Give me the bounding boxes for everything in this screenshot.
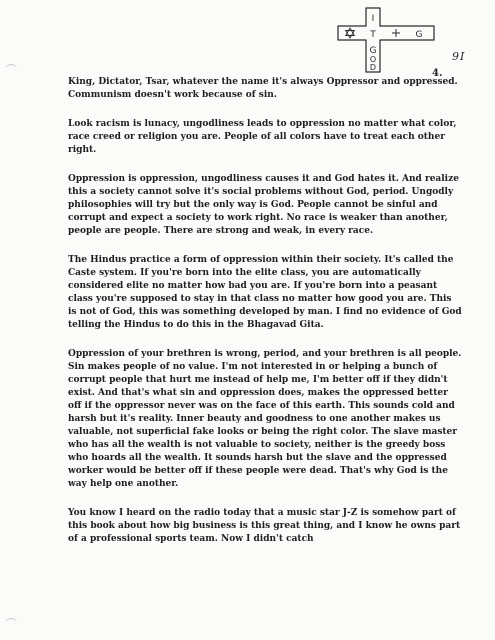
- handwritten-note: 9I: [452, 50, 466, 63]
- paragraph: Oppression of your brethren is wrong, period, and your brethren is all people. Sin makes people of no value. I'm not interested in or helping a bunch of corrupt people that hurt me instead of help me, I'm better off if they didn't exist. And that's what sin and oppression does, makes the oppressed better off if the oppressor never was on the face of this earth. This sounds cold and harsh but it's reality. Inner beauty and goodness to one another makes us valuable, not superficial fake looks or being the right color. The slave master who has all the wealth is not valuable to society, neither is the greedy boss who hoards all the wealth. It sounds harsh but the slave and the oppressed worker would be better off if these people were dead. That's why God is the way help one another.: [68, 349, 462, 489]
- paragraph: Look racism is lunacy, ungodliness leads to oppression no matter what color, race creed or religion you are. People of all colors have to treat each other right.: [68, 119, 457, 155]
- paragraph: Oppression is oppression, ungodliness causes it and God hates it. And realize this a society cannot solve it's social problems without God, period. Ungodly philosophies will try but the only way is God. People cannot be sinful and corrupt and expect a society to work right. No race is weaker than another, people are people. There are strong and weak, in every race.: [68, 174, 459, 236]
- binder-hole-mark: [5, 618, 17, 629]
- cross-letter: I: [371, 14, 375, 24]
- cross-letter: T: [370, 30, 376, 40]
- star-of-david-icon: [346, 28, 355, 38]
- cross-letter: D: [369, 63, 377, 72]
- cross-letter: O: [369, 55, 377, 64]
- page-number: 4.: [432, 68, 443, 79]
- binder-hole-mark: [5, 64, 17, 75]
- hand-drawn-cross-icon: [336, 6, 446, 74]
- cross-letter: G: [369, 46, 377, 56]
- cross-letter: G: [415, 30, 423, 40]
- paragraph: You know I heard on the radio today that a music star J-Z is somehow part of this book about how big business is this great thing, and I know he owns part of a professional sports team. Now I didn't catch: [68, 508, 461, 544]
- body-text: [68, 76, 463, 562]
- paragraph: The Hindus practice a form of oppression within their society. It's called the Caste system. If you're born into the elite class, you are automatically considered elite no matter how bad you are. If you're born into a peasant class you're supposed to stay in that class no matter how good you are. This is not of God, this was something developed by man. I find no evidence of God telling the Hindus to do this in the Bhagavad Gita.: [68, 255, 462, 330]
- paragraph: King, Dictator, Tsar, whatever the name it's always Oppressor and oppressed. Communism doesn't work because of sin.: [68, 77, 458, 100]
- small-cross-icon: [392, 29, 400, 37]
